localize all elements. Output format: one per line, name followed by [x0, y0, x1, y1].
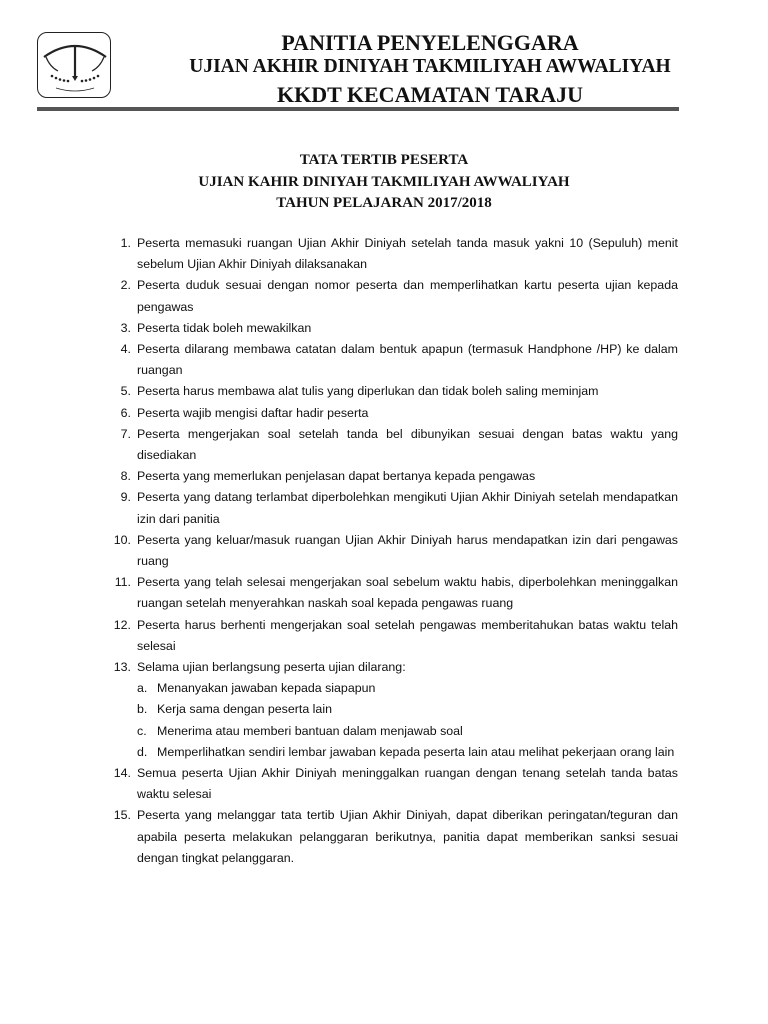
letterhead-district: KKDT KECAMATAN TARAJU	[277, 82, 583, 107]
sub-item	[137, 678, 678, 699]
rule-text: Peserta harus berhenti mengerjakan soal setelah pengawas memberitahukan batas waktu telah selesai	[137, 617, 678, 653]
rule-number: 9.	[120, 490, 131, 505]
rule-item	[107, 572, 678, 614]
rule-number: 10.	[113, 532, 131, 547]
rule-number: 7.	[120, 426, 131, 441]
organization-logo	[37, 32, 111, 98]
rule-number: 4.	[120, 342, 131, 357]
academic-year: TAHUN PELAJARAN 2017/2018	[276, 195, 492, 211]
rule-item	[107, 233, 678, 275]
rule-text: Peserta harus membawa alat tulis yang diperlukan dan tidak boleh saling meminjam	[137, 384, 599, 399]
sub-text: Kerja sama dengan peserta lain	[157, 702, 332, 717]
rule-text: Peserta wajib mengisi daftar hadir peserta	[137, 405, 369, 420]
rule-number: 12.	[113, 617, 131, 632]
prohibited-actions-list	[137, 678, 678, 763]
letterhead-committee: PANITIA PENYELENGGARA	[281, 30, 579, 55]
rule-text: Peserta yang telah selesai mengerjakan soal sebelum waktu habis, diperbolehkan meninggalkan ruangan setelah menyerahkan naskah soal kepada pengawas ruang	[137, 575, 678, 611]
rule-number: 2.	[120, 278, 131, 293]
rule-text: Peserta yang memerlukan penjelasan dapat bertanya kepada pengawas	[137, 469, 536, 484]
rule-item	[107, 381, 678, 402]
rule-text: Peserta memasuki ruangan Ujian Akhir Diniyah setelah tanda masuk yakni 10 (Sepuluh) menit sebelum Ujian Akhir Diniyah dilaksanakan	[137, 236, 678, 272]
rule-number: 6.	[120, 405, 131, 420]
rule-number: 5.	[120, 384, 131, 399]
rule-item	[107, 424, 678, 466]
sub-item	[137, 721, 678, 742]
pen-emblem-icon	[38, 33, 112, 99]
rule-item	[107, 403, 678, 424]
sub-text: Memperlihatkan sendiri lembar jawaban kepada peserta lain atau melihat pekerjaan orang lain	[157, 744, 675, 759]
sub-letter: d.	[137, 744, 148, 759]
rule-text: Peserta duduk sesuai dengan nomor peserta dan memperlihatkan kartu peserta ujian kepada pengawas	[137, 278, 678, 314]
sub-text: Menanyakan jawaban kepada siapapun	[157, 681, 376, 696]
document-subtitle: UJIAN KAHIR DINIYAH TAKMILIYAH AWWALIYAH	[198, 174, 570, 190]
rule-number: 8.	[120, 469, 131, 484]
rule-number: 13.	[113, 660, 131, 675]
letterhead-divider	[37, 107, 679, 111]
rule-text: Semua peserta Ujian Akhir Diniyah meninggalkan ruangan dengan tenang setelah tanda batas waktu selesai	[137, 766, 678, 802]
rules-list	[107, 233, 678, 869]
sub-letter: b.	[137, 702, 148, 717]
rule-item	[107, 530, 678, 572]
rule-number: 14.	[113, 766, 131, 781]
sub-text: Menerima atau memberi bantuan dalam menjawab soal	[157, 723, 463, 738]
rule-item	[107, 763, 678, 805]
rule-item	[107, 275, 678, 317]
letterhead-exam-name: UJIAN AKHIR DINIYAH TAKMILIYAH AWWALIYAH	[189, 56, 671, 77]
rule-item	[107, 487, 678, 529]
rule-number: 3.	[120, 320, 131, 335]
rule-text: Peserta yang keluar/masuk ruangan Ujian Akhir Diniyah harus mendapatkan izin dari pengawas ruang	[137, 532, 678, 569]
rule-text: Peserta yang melanggar tata tertib Ujian Akhir Diniyah, dapat diberikan peringatan/teguran dan apabila peserta melakukan pelanggaran berikutnya, panitia dapat memberikan sanksi sesuai dengan tingkat pelanggaran.	[137, 808, 678, 865]
sub-letter: c.	[137, 723, 147, 738]
sub-item	[137, 742, 678, 763]
rule-text: Peserta yang datang terlambat diperbolehkan mengikuti Ujian Akhir Diniyah setelah mendapatkan izin dari panitia	[137, 490, 678, 526]
rule-text: Peserta tidak boleh mewakilkan	[137, 320, 312, 335]
rule-item	[107, 466, 678, 487]
rule-number: 15.	[113, 808, 131, 823]
rule-text: Peserta dilarang membawa catatan dalam bentuk apapun (termasuk Handphone /HP) ke dalam ruangan	[137, 342, 678, 378]
rule-item	[107, 339, 678, 381]
rule-text: Peserta mengerjakan soal setelah tanda bel dibunyikan sesuai dengan batas waktu yang disediakan	[137, 426, 678, 463]
rule-item	[107, 318, 678, 339]
document-title: TATA TERTIB PESERTA	[299, 152, 469, 168]
sub-item	[137, 699, 678, 720]
rule-number: 1.	[120, 236, 131, 250]
rule-item	[107, 615, 678, 657]
sub-letter: a.	[137, 681, 148, 696]
rule-item	[107, 657, 678, 763]
rule-text: Selama ujian berlangsung peserta ujian dilarang:	[137, 660, 406, 675]
rule-item	[107, 805, 678, 869]
rule-number: 11.	[114, 575, 131, 590]
